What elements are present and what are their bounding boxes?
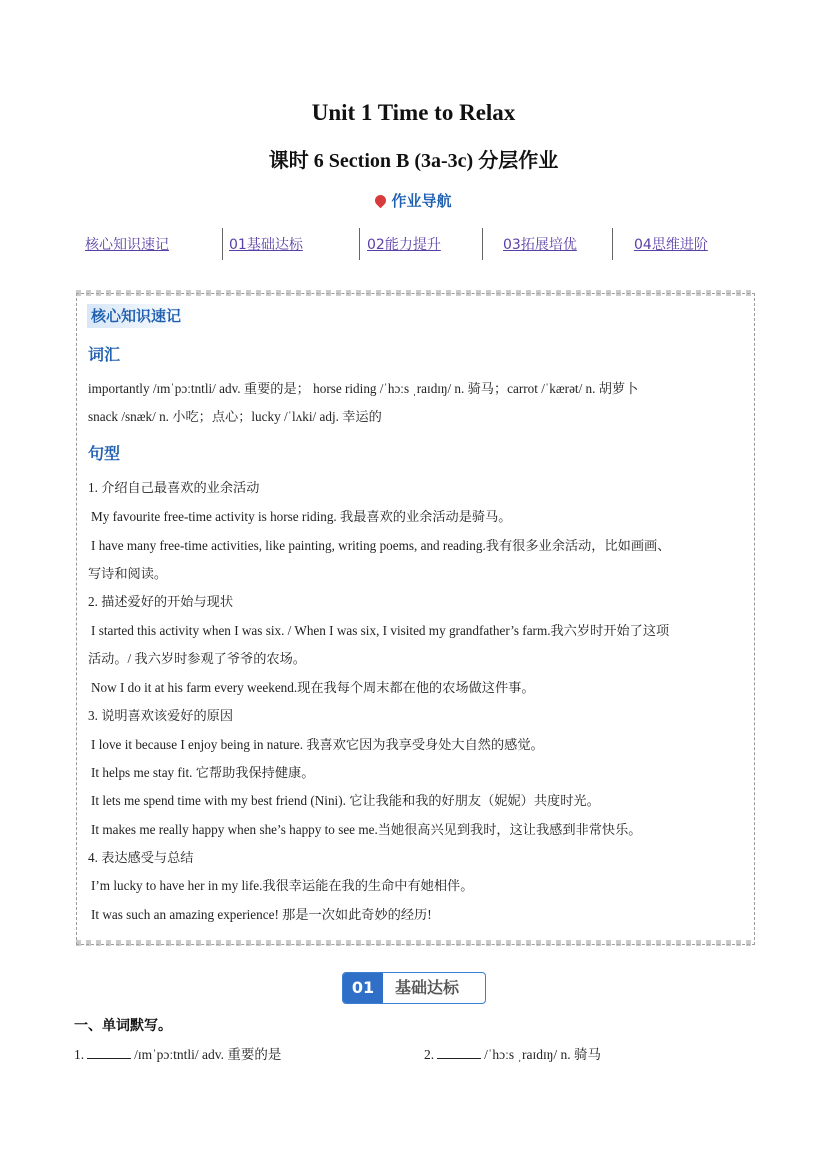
exercise-item: [424, 1043, 601, 1063]
pattern-line: 活动。/ 我六岁时参观了爷爷的农场。: [88, 651, 306, 666]
knowledge-heading: 核心知识速记: [87, 304, 191, 328]
pattern-line: I love it because I enjoy being in nature. 我喜欢它因为我享受身处大自然的感觉。: [91, 737, 544, 752]
homework-nav-bar: [80, 228, 760, 260]
page-subtitle: 课时 6 Section B (3a-3c) 分层作业: [268, 150, 559, 172]
pattern-line: I’m lucky to have her in my life.我很幸运能在我的生命中有她相伴。: [91, 878, 474, 893]
nav-heading-label: 作业导航: [391, 192, 452, 210]
vocab-line: importantly /ɪmˈpɔːtntli/ adv. 重要的是； horse riding /ˈhɔːs ˌraɪdɪŋ/ n. 骑马；carrot /ˈkærət/ n. 胡萝卜: [88, 381, 639, 396]
pattern-line: 写诗和阅读。: [88, 566, 168, 581]
exercise-prompt: /ɪmˈpɔːtntli/ adv. 重要的是: [134, 1047, 282, 1062]
decorative-border-bottom: [76, 940, 753, 946]
badge-label: 基础达标: [395, 978, 460, 997]
pattern-heading: 句型: [88, 444, 121, 463]
pattern-subheading: 3. 说明喜欢该爱好的原因: [88, 708, 234, 723]
vocab-heading: 词汇: [88, 345, 121, 364]
vocab-line: snack /snæk/ n. 小吃；点心；lucky /ˈlʌki/ adj. 幸运的: [88, 409, 382, 424]
nav-divider: [612, 228, 613, 260]
decorative-border-top: [76, 290, 753, 296]
pattern-line: I have many free-time activities, like painting, writing poems, and reading.我有很多业余活动，比如画画、: [91, 538, 671, 553]
nav-divider: [359, 228, 360, 260]
homework-nav-heading: [0, 190, 827, 211]
exercise-number: 2.: [424, 1047, 435, 1062]
nav-divider: [482, 228, 483, 260]
nav-link-core-knowledge[interactable]: 核心知识速记: [85, 237, 169, 253]
exercise-number: 1.: [74, 1047, 85, 1062]
exercise-item: [74, 1043, 281, 1063]
nav-link-04-thinking[interactable]: 04思维进阶: [634, 237, 708, 253]
section-01-badge: [342, 972, 486, 1004]
pattern-line: It makes me really happy when she’s happy to see me.当她很高兴见到我时，这让我感到非常快乐。: [91, 822, 642, 837]
nav-link-03-extend[interactable]: 03拓展培优: [503, 237, 577, 253]
pattern-subheading: 1. 介绍自己最喜欢的业余活动: [88, 480, 260, 495]
pattern-subheading: 2. 描述爱好的开始与现状: [88, 594, 234, 609]
nav-link-02-improve[interactable]: 02能力提升: [367, 237, 441, 253]
pattern-subheading: 4. 表达感受与总结: [88, 850, 194, 865]
pattern-line: I started this activity when I was six. / When I was six, I visited my grandfather’s farm.我六岁时开始了这项: [91, 623, 670, 638]
nav-link-01-basic[interactable]: 01基础达标: [229, 237, 303, 253]
badge-number: 01: [343, 973, 383, 1003]
answer-blank[interactable]: [437, 1046, 481, 1059]
pattern-line: Now I do it at his farm every weekend.现在我每个周末都在他的农场做这件事。: [91, 680, 535, 695]
pattern-line: It was such an amazing experience! 那是一次如此奇妙的经历!: [91, 907, 432, 922]
pattern-line: It lets me spend time with my best friend (Nini). 它让我能和我的好朋友（妮妮）共度时光。: [91, 793, 600, 808]
pattern-line: My favourite free-time activity is horse riding. 我最喜欢的业余活动是骑马。: [91, 509, 512, 524]
nav-divider: [222, 228, 223, 260]
location-pin-icon: [373, 193, 389, 209]
question-heading: 一、单词默写。: [74, 1018, 172, 1034]
exercise-prompt: /ˈhɔːs ˌraɪdɪŋ/ n. 骑马: [484, 1047, 602, 1062]
answer-blank[interactable]: [87, 1046, 131, 1059]
pattern-line: It helps me stay fit. 它帮助我保持健康。: [91, 765, 315, 780]
page-title: Unit 1 Time to Relax: [311, 100, 516, 125]
